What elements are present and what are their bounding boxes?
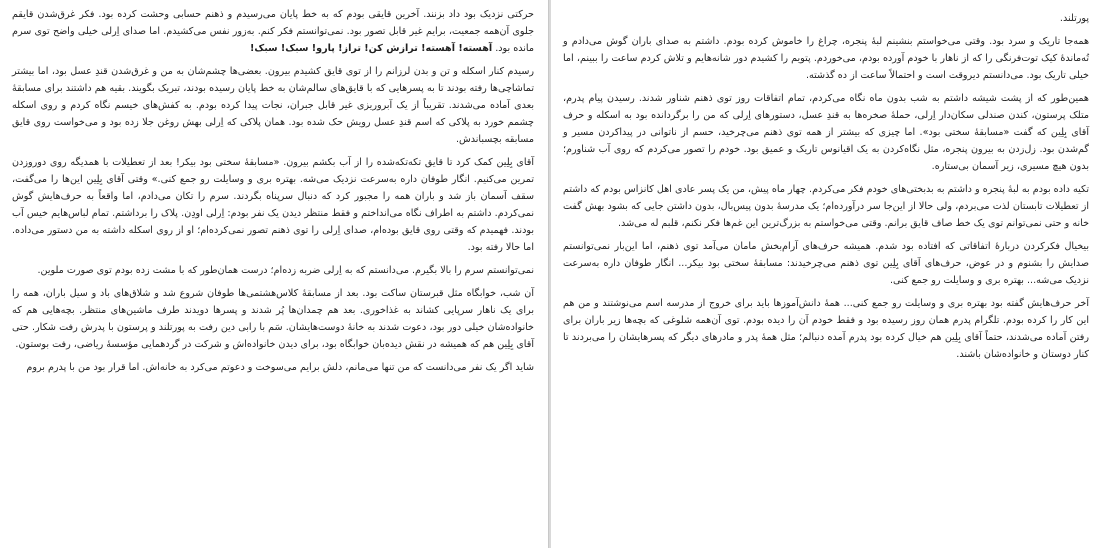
paragraph: بیخیال فکرکردن دربارهٔ اتفاقاتی که افتاده بود شدم. همیشه حرف‌های آرام‌بخش مامان می‌آمد توی ذهنم، اما این‌بار نمی‌توانستم صدایش را بشنوم و در عوض، حرف‌های آقای بِلِین توی ذهنم می‌چرخیدند: مسابقهٔ سختی بود بیکر... انگار طوفان داره به‌سرعت نزدیک می‌شه... بهتره بری و وسایلت رو جمع کنی. [563,241,1089,286]
paragraph: تکیه داده بودم به لبهٔ پنجره و داشتم به بدبختی‌های خودم فکر می‌کردم. چهار ماه پیش، من یک پسر عادی اهل کانزاس بودم که داشتم از تعطیلات تابستان لذت می‌بردم، ولی حالا از این‌جا سر درآورده‌ام؛ یک مدرسهٔ بدون پیس‌بال، بدون داشتن جایی که بشود بهش گفت خانه و حتی نمی‌توانم توی یک خط صاف قایق برانم. وقتی می‌خواستم به بزرگ‌ترین این غم‌ها فکر نکنم، قلبم له می‌شد. [563,184,1089,229]
paragraph [12,6,534,57]
emphasized-text: آهسته! آهسته! ترازش کن! تراز! پارو! سبک! سبک! [250,43,493,54]
paragraph: همه‌جا تاریک و سرد بود. وقتی می‌خواستم بنشینم لبهٔ پنجره، چراغ را خاموش کرده بودم. داشتم به صدای باران گوش می‌دادم و تُه‌ماندهٔ کیک توت‌فرنگی را که از ناهار با خودم آورده بودم، می‌خوردم. پتویم را کشیدم دور شانه‌هایم و تلاش کردم ساعت را ببینم، اما خیلی تاریک بود. می‌دانستم دیروقت است و احتمالاً ساعت از ده گذشته. [563,36,1089,81]
paragraph: آن شب، خوابگاه مثل قبرستان ساکت بود. بعد از مسابقهٔ کلاس‌هشتمی‌ها طوفان شروع شد و شلاق‌های باد و سیل باران، همه را برای یک ناهار سرپایی کشاند به غذاخوری. بعد هم چمدان‌ها پُر شدند و پسرها دویدند طرف ماشین‌های منتظر. بچه‌هایی هم که خانواده‌شان خیلی دور بود، دعوت شدند به خانهٔ دوست‌هایشان. سَم با رابی دین رفت به پورتلند و پرستون با پدرش رفت شکار. حتی آقای بِلِین هم که همیشه در نقش دیده‌بان خوابگاه بود، برای دیدن خانواده‌اش و شرکت در گردهمایی مؤسسهٔ ریاضی، رفت بوستون. [12,288,534,350]
paragraph: همین‌طور که از پشت شیشه داشتم به شب بدون ماه نگاه می‌کردم، تمام اتفاقات روز توی ذهنم شناور شدند. رسیدن پیام پدرم، متلک پرستون، کندن صندلی سکان‌دار اِرلی، حملهٔ صخره‌ها به قندِ عسل، دستورهای اِرلی که من را برگردانده بود به اسکله و حرف آقای بِلِین که گفت «مسابقهٔ سختی بود». اما چیزی که بیشتر از همه توی ذهنم می‌چرخید، حسم از ناتوانی در پیداکردن مسیر و گم‌شدن بود. زل‌زدن به بیرون پنجره، مثل نگاه‌کردن به یک اقیانوس تاریک و عمیق بود. خودم را تصور می‌کردم که روی آب شناورم؛ بدون هیچ مسیری، زیر آسمان بی‌ستاره. [563,93,1089,172]
paragraph: پورتلند. [1059,13,1089,24]
paragraph-text: حرکتی نزدیک بود داد بزنند. آخرین قایقی بودم که به خط پایان می‌رسیدم و ذهنم حسابی وحشت کرده بود. فکر غرق‌شدن قایقم جلوی آن‌همه جمعیت، برایم غیر قابل تصور بود. نمی‌توانستم فکر کنم. به‌زور نفس می‌کشیدم. اما صدای اِرلی خیلی واضح توی سرم مانده بود. [12,9,534,54]
paragraph: شاید اگر یک نفر می‌دانست که من تنها می‌مانم، دلش برایم می‌سوخت و دعوتم می‌کرد به خانه‌اش. اما قرار بود من با پدرم بروم [26,362,534,373]
right-page [551,0,1101,548]
paragraph: آقای بِلِین کمک کرد تا قایق تکه‌تکه‌شده را از آب بکشم بیرون. «مسابقهٔ سختی بود بیکر! بعد از تعطیلات با همدیگه روی دوروزدن تمرین می‌کنیم. انگار طوفان داره به‌سرعت نزدیک می‌شه. بهتره بری و وسایلت رو جمع کنی.» وقتی آقای بِلِین این‌ها را می‌گفت، سقف آسمان باز شد و باران همه را مجبور کرد که دنبال سرپناه بگردند. سرم را تکان می‌دادم، اما واقعاً به حرف‌هایش گوش نمی‌کردم. داشتم به اطراف نگاه می‌انداختم و فقط منتظر دیدن یک نفر بودم: اِرلی اودِن. پلاک را برداشتم. تمام لباس‌هایم خیس آب بودند. فهمیدم که وقتی روی قایق بوده‌ام، صدای اِرلی را توی ذهنم تصور نمی‌کرده‌ام؛ او از روی اسکله داشته به من دستور می‌داده. اما حالا رفته بود. [12,157,534,253]
paragraph: رسیدم کنار اسکله و تن و بدن لرزانم را از توی قایق کشیدم بیرون. بعضی‌ها چشم‌شان به من و غرق‌شدن قندِ عسل بود، اما بیشتر تماشاچی‌ها رفته بودند تا به پسرهایی که با قایق‌های سالم‌شان به خط پایان رسیده بودند، تبریک بگویند. بقیه هم داشتند برای مسابقهٔ بعدی آماده می‌شدند. تقریباً از یک آبروریزی غیر قابل جبران، نجات پیدا کرده بودم. به کفش‌های خیسم نگاه کردم و روی اسکله چشمم خورد به پلاکی که اسم قندِ عسل رویش حک شده بود. همان پلاکی که اِرلی بهش روغن جلا زده بود و می‌خواست روی قایق مسابقه بچسباندش. [12,66,534,145]
paragraph: آخر حرف‌هایش گفته بود بهتره بری و وسایلت رو جمع کنی... همهٔ دانش‌آموزها باید برای خروج از مدرسه اسم می‌نوشتند و من هم این کار را کرده بودم. تلگرام پدرم همان روز رسیده بود و فقط خودم آن را دیده بودم. توی آن‌همه شلوغی که بچه‌ها زیر باران برای رفتن آماده می‌شدند، حتماً آقای بِلِین هم خیال کرده بود پدرم آمده دنبالم؛ مثل همهٔ پدر و مادرهای دیگر که پسرهایشان را می‌بردند تا کنار دوستان و خانواده‌شان باشند. [563,298,1089,360]
paragraph: نمی‌توانستم سرم را بالا بگیرم. می‌دانستم که به اِرلی ضربه زده‌ام؛ درست همان‌طور که با مشت زده بودم توی صورت ملوین. [37,265,534,276]
left-page [0,0,548,548]
